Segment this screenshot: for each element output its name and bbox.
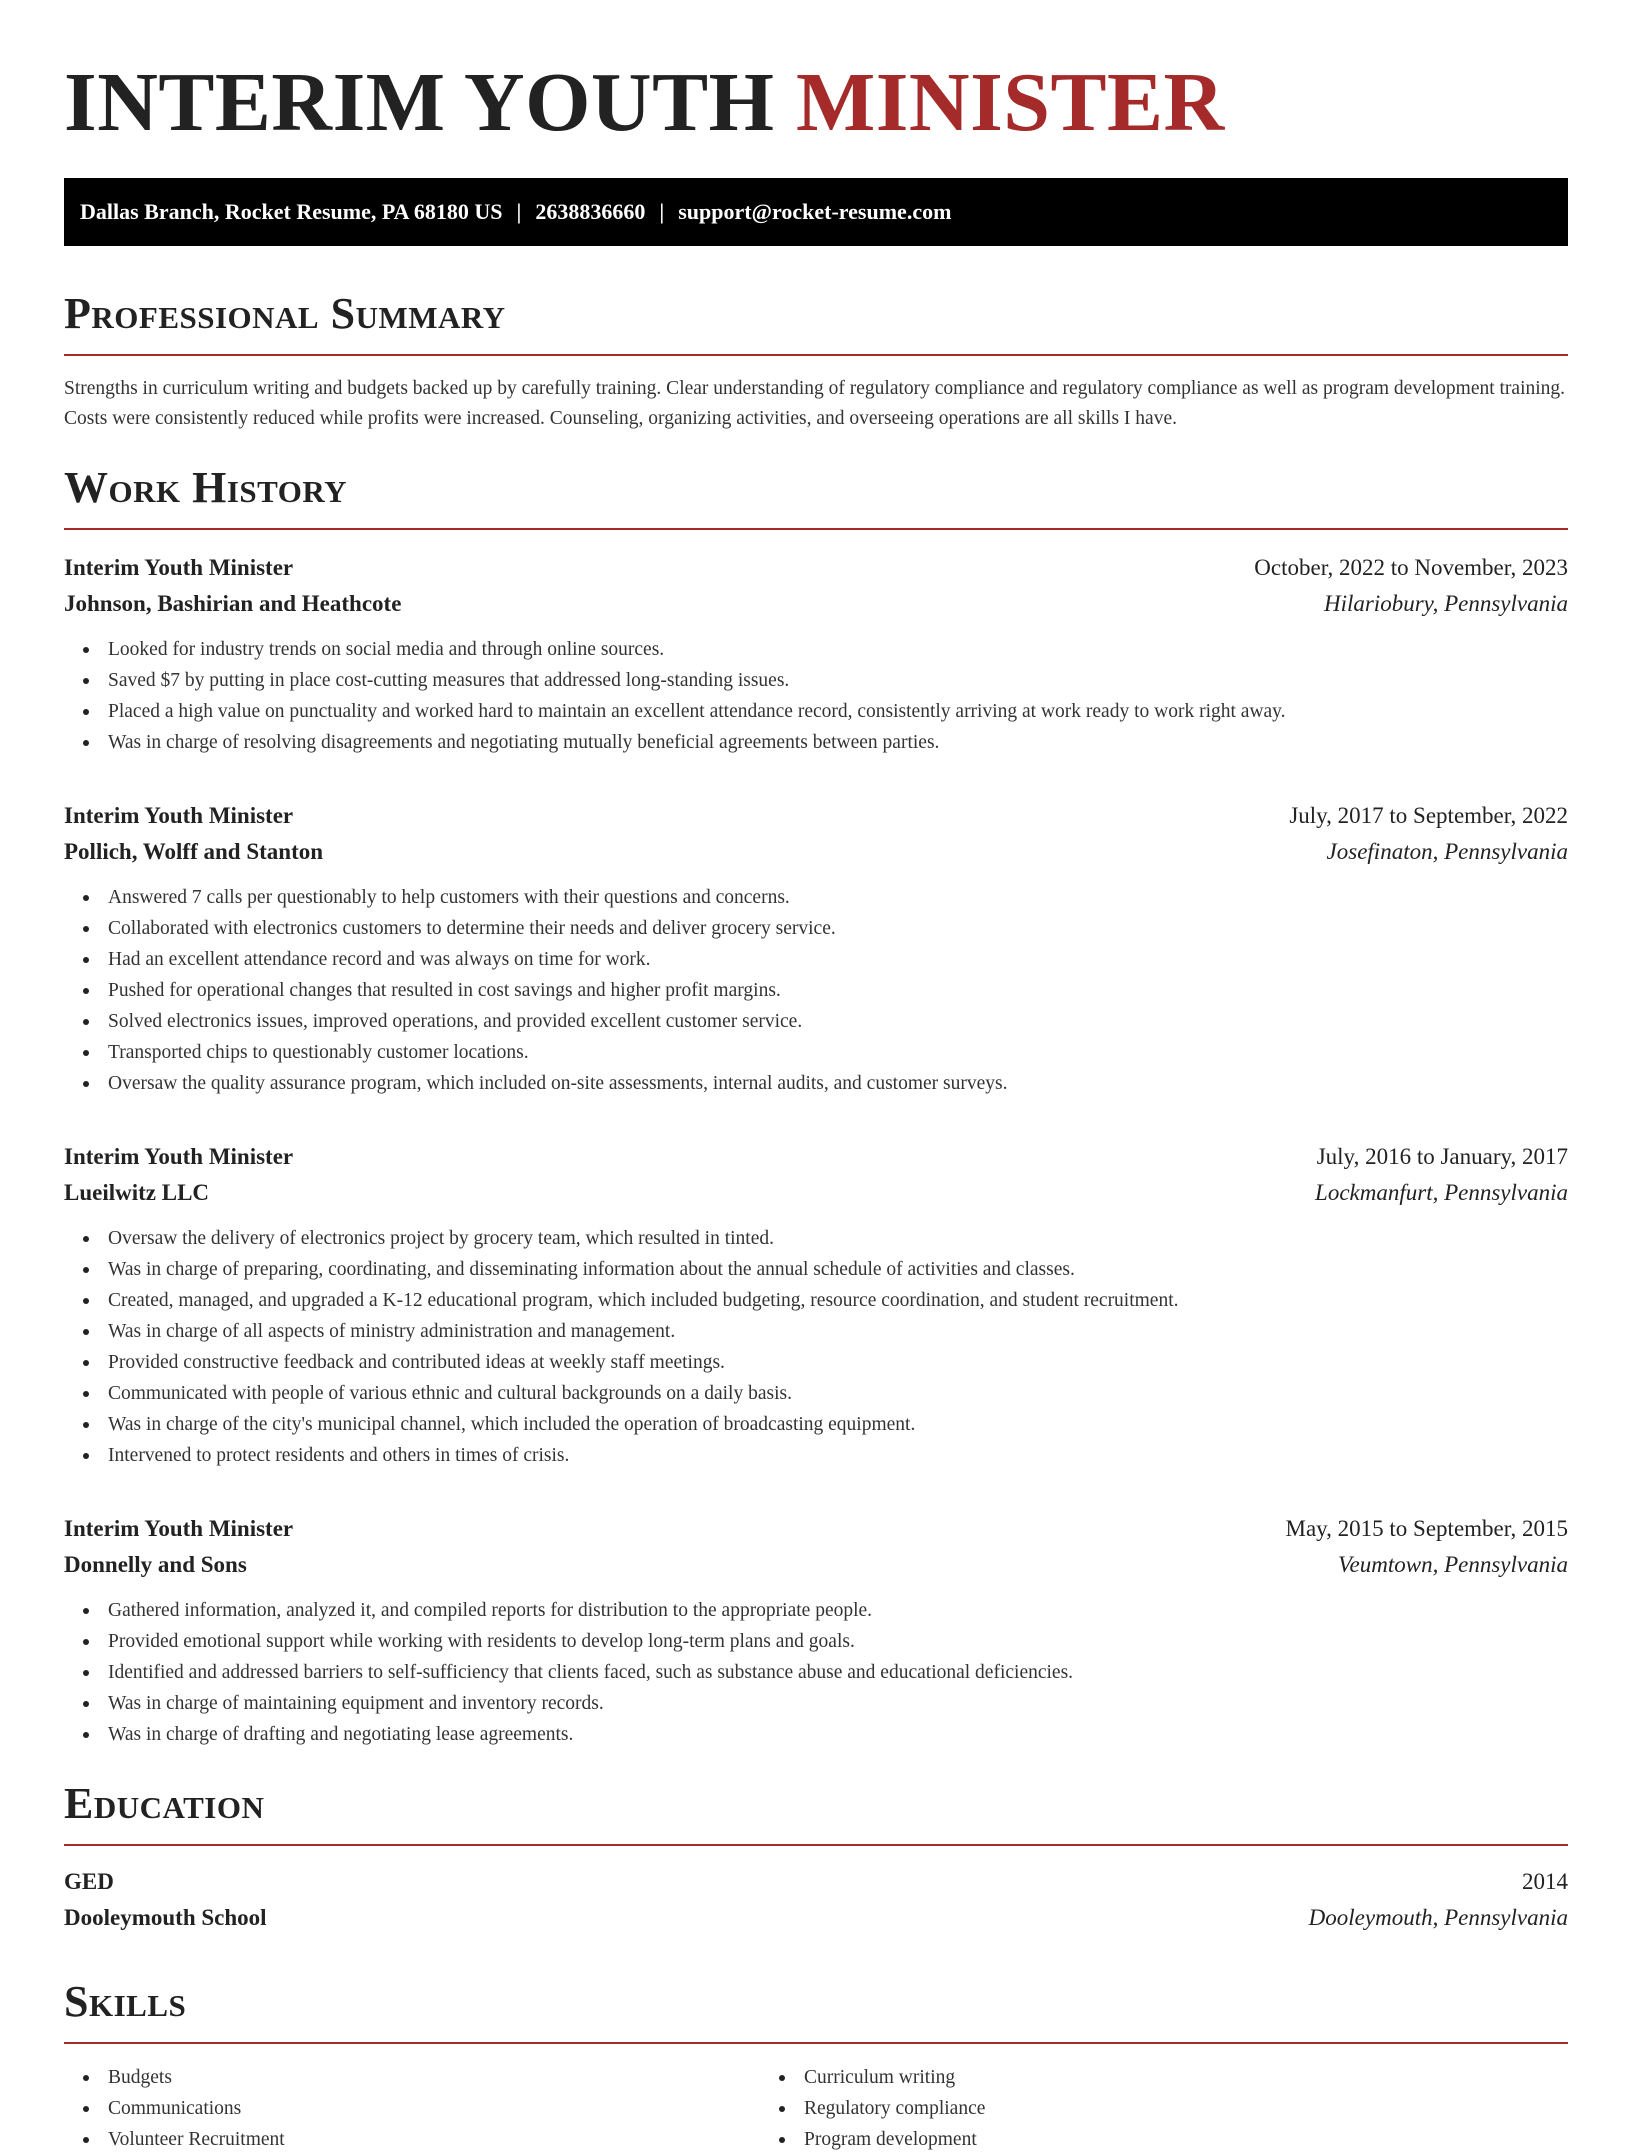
summary-text: Strengths in curriculum writing and budgets backed up by carefully training. Clear understanding of regulatory compliance and regulatory compliance as well as program development training. Costs were consistently reduced while profits were increased. Counseling, organizing activities, and overseeing operations are all skills I have. <box>64 378 1566 429</box>
name-first: INTERIM YOUTH <box>64 56 775 149</box>
contact-email: support@rocket-resume.com <box>678 199 952 224</box>
skill-item: Program development <box>804 2124 1456 2155</box>
education-location: Dooleymouth, Pennsylvania <box>1308 1905 1568 1930</box>
job-bullets <box>64 1223 1568 1471</box>
job-bullet: Was in charge of the city's municipal channel, which included the operation of broadcasting equipment. <box>108 1409 1568 1440</box>
job-title: Interim Youth Minister <box>64 803 294 828</box>
resume-name <box>64 52 1568 154</box>
job-company: Pollich, Wolff and Stanton <box>64 839 324 864</box>
job-bullet: Placed a high value on punctuality and worked hard to maintain an excellent attendance record, consistently arriving at work ready to work right away. <box>108 696 1568 727</box>
job-bullet: Looked for industry trends on social media and through online sources. <box>108 634 1568 665</box>
job-bullet: Created, managed, and upgraded a K-12 educational program, which included budgeting, resource coordination, and student recruitment. <box>108 1285 1568 1316</box>
education-section <box>64 1778 1568 1936</box>
job-bullet: Collaborated with electronics customers to determine their needs and deliver grocery service. <box>108 913 1568 944</box>
job-bullet: Was in charge of resolving disagreements and negotiating mutually beneficial agreements between parties. <box>108 727 1568 758</box>
job-title: Interim Youth Minister <box>64 1144 294 1169</box>
contact-separator: | <box>516 199 522 224</box>
skills-column-right <box>760 2062 1456 2155</box>
contact-separator: | <box>659 199 665 224</box>
job-entry <box>64 550 1568 758</box>
job-bullet: Was in charge of drafting and negotiating lease agreements. <box>108 1719 1568 1750</box>
job-bullet: Was in charge of all aspects of ministry administration and management. <box>108 1316 1568 1347</box>
job-dates: May, 2015 to September, 2015 <box>1285 1516 1568 1541</box>
skill-item: Budgets <box>108 2062 760 2093</box>
job-bullet: Gathered information, analyzed it, and compiled reports for distribution to the appropriate people. <box>108 1595 1568 1626</box>
job-company: Donnelly and Sons <box>64 1552 247 1577</box>
job-bullet: Was in charge of maintaining equipment and inventory records. <box>108 1688 1568 1719</box>
job-bullet: Oversaw the delivery of electronics project by grocery team, which resulted in tinted. <box>108 1223 1568 1254</box>
section-title-summary: Professional Summary <box>64 289 506 338</box>
contact-phone: 2638836660 <box>535 199 646 224</box>
job-bullet: Answered 7 calls per questionably to help customers with their questions and concerns. <box>108 882 1568 913</box>
job-bullet: Solved electronics issues, improved operations, and provided excellent customer service. <box>108 1006 1568 1037</box>
job-bullet: Had an excellent attendance record and was always on time for work. <box>108 944 1568 975</box>
job-bullet: Was in charge of preparing, coordinating, and disseminating information about the annual schedule of activities and classes. <box>108 1254 1568 1285</box>
education-year: 2014 <box>1522 1869 1568 1894</box>
job-location: Lockmanfurt, Pennsylvania <box>1315 1180 1568 1205</box>
job-bullet: Oversaw the quality assurance program, which included on-site assessments, internal audits, and customer surveys. <box>108 1068 1568 1099</box>
skills-grid <box>64 2062 1568 2155</box>
job-bullet: Transported chips to questionably customer locations. <box>108 1037 1568 1068</box>
work-history-section <box>64 462 1568 1750</box>
job-location: Josefinaton, Pennsylvania <box>1326 839 1568 864</box>
education-school: Dooleymouth School <box>64 1905 267 1930</box>
job-dates: July, 2016 to January, 2017 <box>1316 1144 1568 1169</box>
section-title-skills: Skills <box>64 1977 187 2026</box>
skills-column-left <box>64 2062 760 2155</box>
job-bullet: Saved $7 by putting in place cost-cutting measures that addressed long-standing issues. <box>108 665 1568 696</box>
job-entry <box>64 1139 1568 1471</box>
contact-address: Dallas Branch, Rocket Resume, PA 68180 US <box>80 199 503 224</box>
summary-section <box>64 288 1568 434</box>
job-bullets <box>64 882 1568 1099</box>
job-location: Hilariobury, Pennsylvania <box>1323 591 1568 616</box>
section-title-education: Education <box>64 1779 265 1828</box>
job-bullet: Provided emotional support while working with residents to develop long-term plans and goals. <box>108 1626 1568 1657</box>
job-bullet: Communicated with people of various ethnic and cultural backgrounds on a daily basis. <box>108 1378 1568 1409</box>
job-dates: October, 2022 to November, 2023 <box>1254 555 1568 580</box>
job-bullets <box>64 634 1568 758</box>
job-company: Lueilwitz LLC <box>64 1180 210 1205</box>
skill-item: Communications <box>108 2093 760 2124</box>
skills-section <box>64 1976 1568 2155</box>
skill-item: Curriculum writing <box>804 2062 1456 2093</box>
job-company: Johnson, Bashirian and Heathcote <box>64 591 402 616</box>
job-entry <box>64 798 1568 1099</box>
section-divider <box>64 528 1568 530</box>
job-bullet: Intervened to protect residents and others in times of crisis. <box>108 1440 1568 1471</box>
name-last: MINISTER <box>795 56 1225 149</box>
skill-item: Volunteer Recruitment <box>108 2124 760 2155</box>
job-location: Veumtown, Pennsylvania <box>1338 1552 1568 1577</box>
job-dates: July, 2017 to September, 2022 <box>1289 803 1568 828</box>
education-degree: GED <box>64 1869 114 1894</box>
job-bullet: Provided constructive feedback and contributed ideas at weekly staff meetings. <box>108 1347 1568 1378</box>
education-entry <box>64 1864 1568 1936</box>
section-divider <box>64 2042 1568 2044</box>
job-entry <box>64 1511 1568 1750</box>
job-bullet: Identified and addressed barriers to self-sufficiency that clients faced, such as substance abuse and educational deficiencies. <box>108 1657 1568 1688</box>
contact-bar <box>64 178 1568 246</box>
job-title: Interim Youth Minister <box>64 1516 294 1541</box>
section-divider <box>64 1844 1568 1846</box>
job-bullet: Pushed for operational changes that resulted in cost savings and higher profit margins. <box>108 975 1568 1006</box>
section-divider <box>64 354 1568 356</box>
section-title-work-history: Work History <box>64 463 348 512</box>
job-bullets <box>64 1595 1568 1750</box>
job-title: Interim Youth Minister <box>64 555 294 580</box>
skill-item: Regulatory compliance <box>804 2093 1456 2124</box>
